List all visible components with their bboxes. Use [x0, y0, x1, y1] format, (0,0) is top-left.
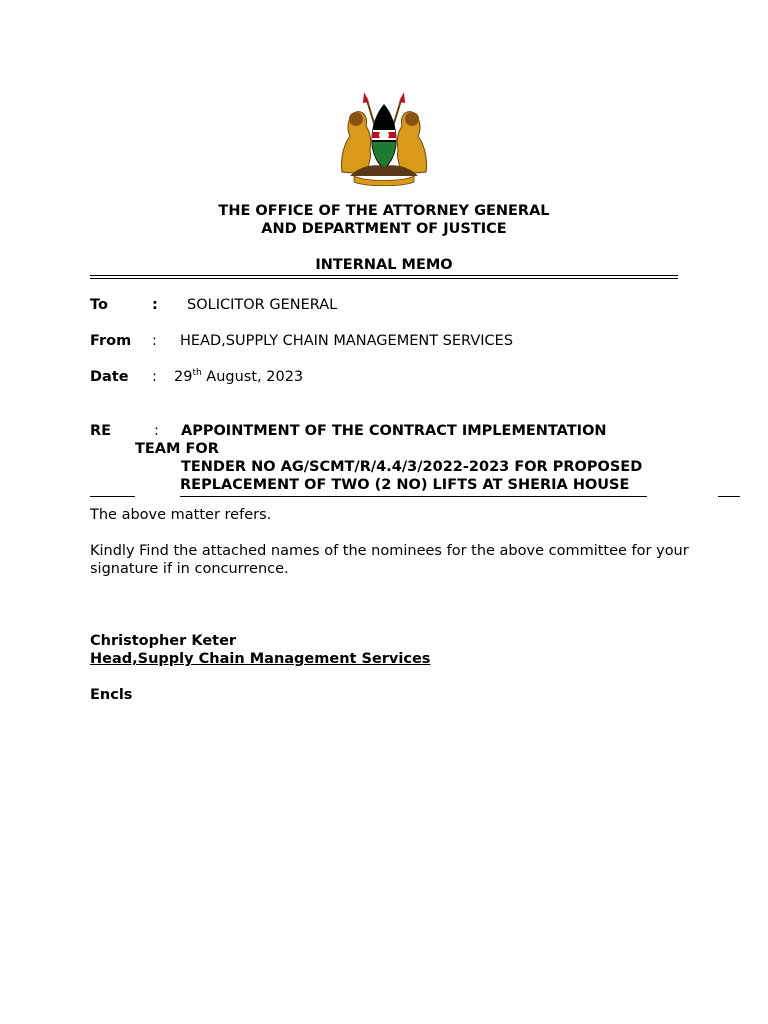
date-colon: :	[152, 369, 157, 385]
to-value: SOLICITOR GENERAL	[187, 297, 338, 313]
to-label: To	[90, 297, 108, 313]
subject-line3: TENDER NO AG/SCMT/R/4.4/3/2022-2023 FOR PROPOSED	[181, 459, 643, 475]
memo-title: INTERNAL MEMO	[315, 257, 453, 273]
header-divider	[90, 275, 678, 279]
date-value	[174, 369, 303, 385]
re-colon: :	[154, 423, 159, 439]
enclosures-label: Encls	[90, 687, 133, 703]
date-day: 29	[174, 369, 193, 385]
from-label: From	[90, 333, 132, 349]
body-paragraph-2: Kindly Find the attached names of the nominees for the above committee for your signature if in concurrence.	[90, 543, 689, 577]
subject-line4: REPLACEMENT OF TWO (2 NO) LIFTS AT SHERIA HOUSE	[180, 477, 630, 493]
signatory-title: Head,Supply Chain Management Services	[90, 651, 431, 667]
subject-line2: TEAM FOR	[135, 441, 219, 457]
kenya-coat-of-arms-icon	[336, 92, 432, 186]
from-value: HEAD,SUPPLY CHAIN MANAGEMENT SERVICES	[180, 333, 514, 349]
from-colon: :	[152, 333, 157, 349]
date-label: Date	[90, 369, 129, 385]
subject-underline-right	[718, 496, 740, 497]
body-paragraph-1: The above matter refers.	[90, 507, 272, 523]
date-suffix: th	[192, 368, 202, 378]
re-label: RE	[90, 423, 112, 439]
organization-name-line2: AND DEPARTMENT OF JUSTICE	[261, 221, 507, 237]
subject-underline-main	[180, 496, 647, 497]
date-rest: August, 2023	[201, 369, 304, 385]
subject-line1: APPOINTMENT OF THE CONTRACT IMPLEMENTATION	[181, 423, 607, 439]
organization-name-line1: THE OFFICE OF THE ATTORNEY GENERAL	[218, 203, 550, 219]
subject-underline-left	[90, 496, 135, 497]
to-colon: :	[152, 297, 158, 313]
signatory-name: Christopher Keter	[90, 633, 237, 649]
